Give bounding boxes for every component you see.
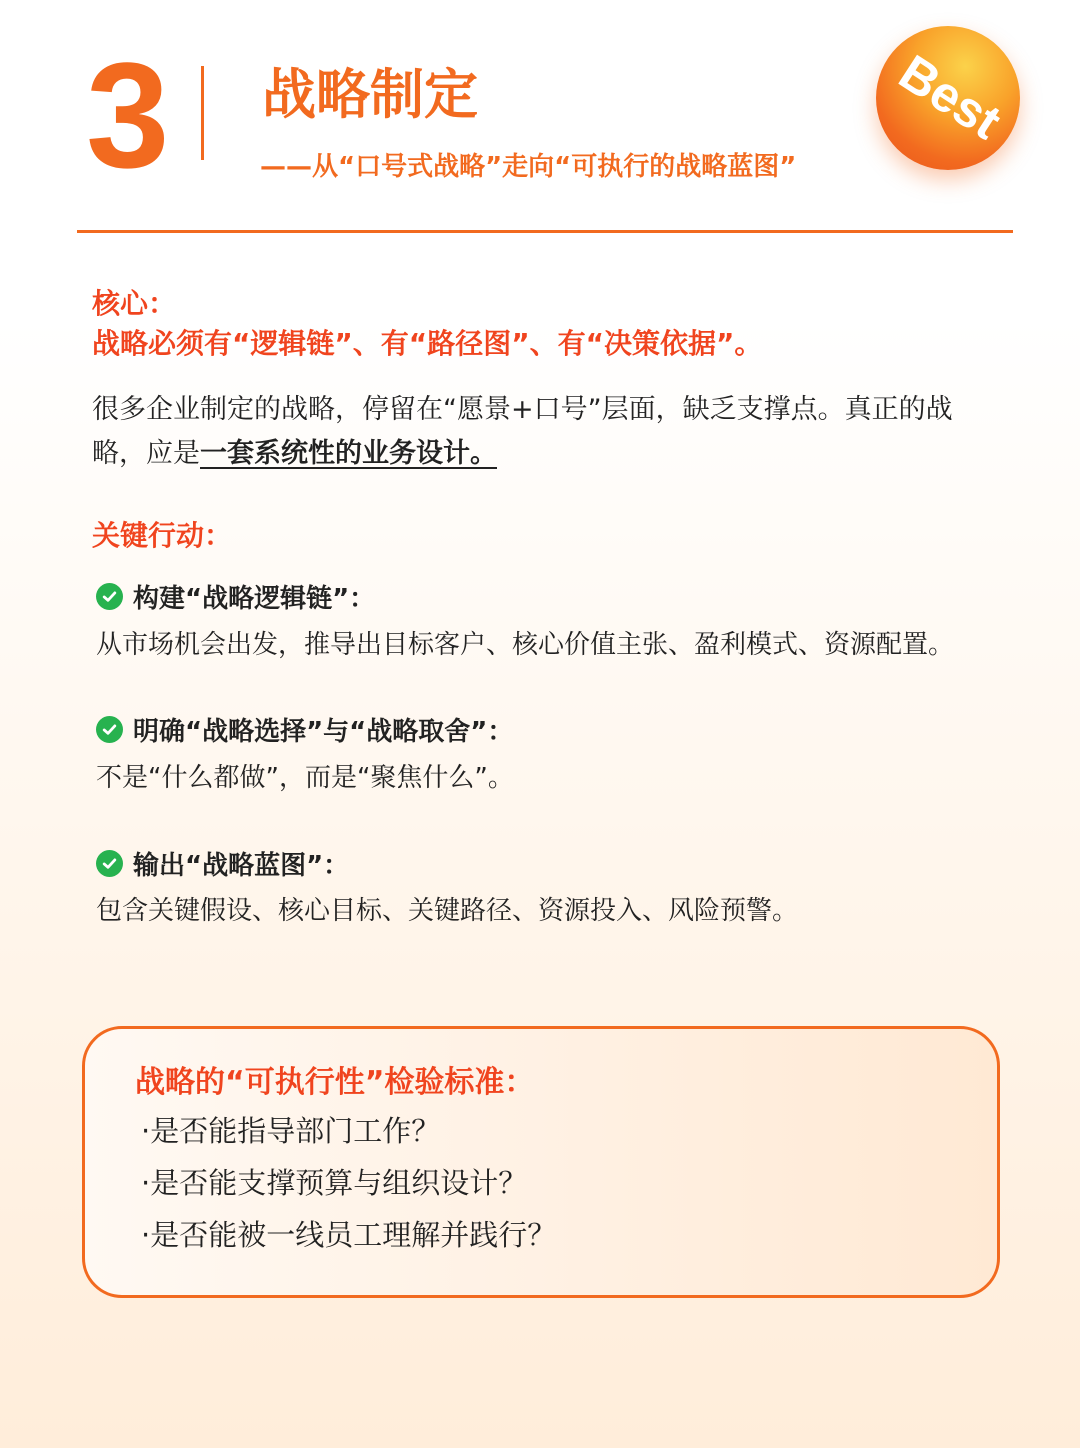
core-paragraph bbox=[92, 388, 1002, 476]
action-body-2: 不是“什么都做”，而是“聚焦什么”。 bbox=[96, 763, 514, 793]
action-heading-text: 输出“战略蓝图”： bbox=[133, 851, 350, 881]
action-body-1: 从市场机会出发，推导出目标客户、核心价值主张、盈利模式、资源配置。 bbox=[96, 630, 955, 660]
action-heading-1 bbox=[96, 578, 375, 615]
action-heading-3 bbox=[96, 845, 349, 882]
header-rule bbox=[77, 230, 1013, 233]
action-body-3: 包含关键假设、核心目标、关键路径、资源投入、风险预警。 bbox=[96, 896, 799, 926]
core-statement: 战略必须有“逻辑链”、有“路径图”、有“决策依据”。 bbox=[92, 327, 763, 360]
checklist-item: ·是否能支撑预算与组织设计？ bbox=[141, 1166, 528, 1200]
best-badge bbox=[876, 26, 1020, 170]
checklist-title: 战略的“可执行性”检验标准： bbox=[135, 1065, 535, 1100]
core-paragraph-emphasis: 一套系统性的业务设计。 bbox=[200, 438, 497, 469]
executability-checklist-card bbox=[82, 1026, 1000, 1298]
page-title: 战略制定 bbox=[262, 63, 478, 126]
badge-label: Best bbox=[889, 44, 1011, 150]
check-circle-icon bbox=[96, 850, 123, 877]
actions-label: 关键行动： bbox=[92, 519, 233, 552]
action-heading-text: 明确“战略选择”与“战略取舍”： bbox=[133, 717, 514, 747]
core-label: 核心： bbox=[92, 287, 177, 320]
action-heading-2 bbox=[96, 711, 513, 748]
action-heading-text: 构建“战略逻辑链”： bbox=[133, 584, 376, 614]
section-number: 3 bbox=[86, 31, 170, 199]
title-divider bbox=[201, 66, 204, 160]
check-circle-icon bbox=[96, 583, 123, 610]
page-subtitle: ——从“口号式战略”走向“可执行的战略蓝图” bbox=[260, 152, 797, 182]
check-circle-icon bbox=[96, 716, 123, 743]
checklist-item: ·是否能指导部门工作？ bbox=[141, 1114, 441, 1148]
core-paragraph-text: 很多企业制定的战略，停留在“愿景+口号”层面，缺乏支撑点。真正的战略，应是 bbox=[92, 394, 953, 469]
checklist-item: ·是否能被一线员工理解并践行？ bbox=[141, 1218, 557, 1252]
